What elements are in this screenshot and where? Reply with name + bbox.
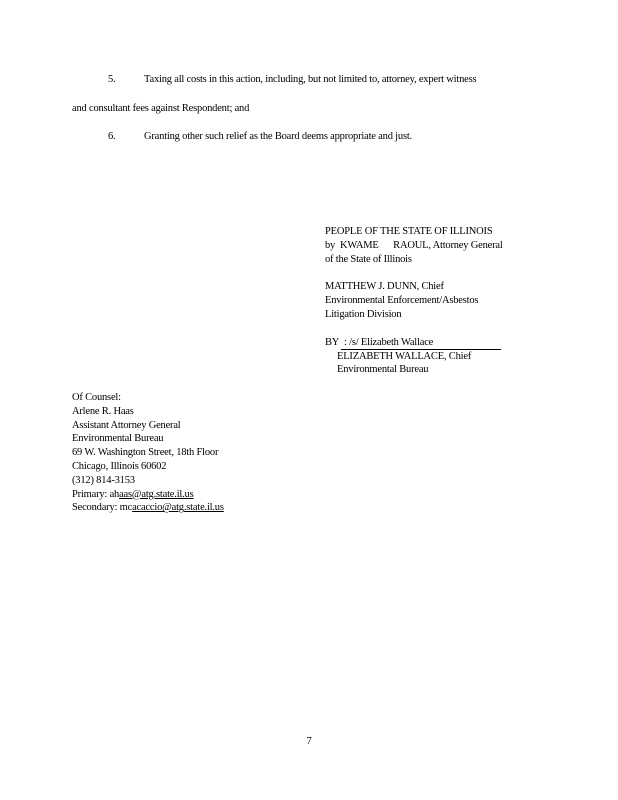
counsel-name: Arlene R. Haas: [72, 405, 134, 417]
secondary-label: Secondary: mc: [72, 502, 133, 514]
state-line: of the State of Illinois: [325, 253, 412, 265]
item-5-number: 5.: [108, 74, 116, 85]
attorney-general-line: by KWAME RAOUL, Attorney General: [325, 239, 503, 251]
people-line: PEOPLE OF THE STATE OF ILLINOIS: [325, 226, 493, 237]
item-6-text: Granting other such relief as the Board deems appropriate and just.: [144, 131, 412, 142]
counsel-phone: (312) 814-3153: [72, 474, 135, 486]
primary-email-line: [72, 489, 258, 503]
signer-name: ELIZABETH WALLACE, Chief: [337, 350, 472, 362]
signer-bureau: Environmental Bureau: [337, 364, 429, 376]
item-5-text: Taxing all costs in this action, including, but not limited to, attorney, expert witness: [144, 74, 477, 85]
counsel-city: Chicago, Illinois 60602: [72, 460, 167, 472]
secondary-email-link[interactable]: acaccio@atg.state.il.us: [132, 502, 224, 514]
chief-division-2: Litigation Division: [325, 308, 402, 320]
primary-label: Primary: ah: [72, 488, 120, 500]
page-number: 7: [306, 736, 312, 747]
counsel-bureau: Environmental Bureau: [72, 433, 164, 445]
signature-block: [325, 226, 503, 378]
signature-by-line: [325, 337, 503, 351]
chief-division-1: Environmental Enforcement/Asbestos: [325, 295, 479, 307]
of-counsel-block: [72, 392, 258, 516]
primary-email-link[interactable]: aas@atg.state.il.us: [119, 488, 194, 500]
item-5-continuation: and consultant fees against Respondent; and: [72, 103, 250, 114]
item-6-number: 6.: [108, 131, 116, 142]
chief-name: MATTHEW J. DUNN, Chief: [325, 281, 444, 293]
signature-text: : /s/ Elizabeth Wallace: [344, 336, 434, 348]
counsel-title: Assistant Attorney General: [72, 419, 181, 431]
by-label: BY: [325, 336, 340, 348]
counsel-street: 69 W. Washington Street, 18th Floor: [72, 447, 219, 459]
counsel-heading: Of Counsel:: [72, 392, 121, 403]
secondary-email-line: [72, 502, 258, 516]
